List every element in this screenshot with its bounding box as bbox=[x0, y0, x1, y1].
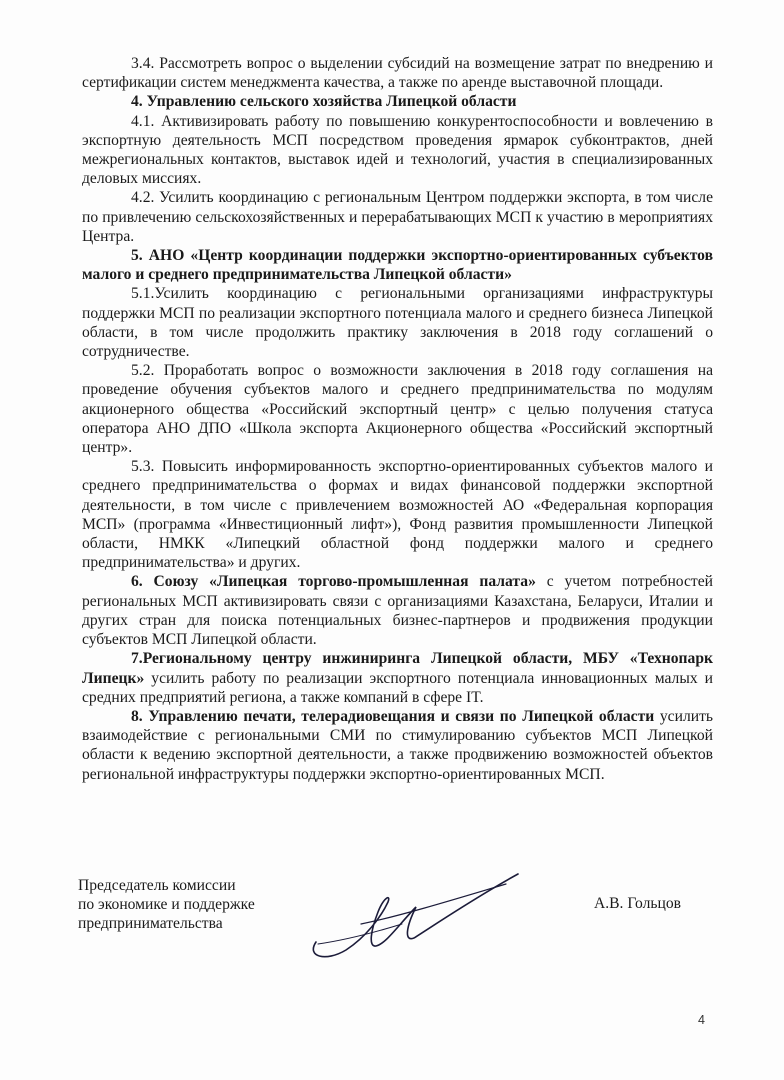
paragraph-4-1: 4.1. Активизировать работу по повышению конкурентоспособности и вовлечению в экспортную деятельность МСП посредством проведения ярмарок субконтрактов, дней межрегиональных контактов, выставок идей и технологий, участия в специализированных деловых миссиях. bbox=[82, 112, 713, 188]
paragraph-5-1: 5.1.Усилить координацию с региональными организациями инфраструктуры поддержки МСП по реализации экспортного потенциала малого и среднего бизнеса Липецкой области, в том числе продолжить практику заключения в 2018 году соглашений о сотрудничестве. bbox=[82, 285, 713, 361]
paragraph-5-3: 5.3. Повысить информированность экспортно-ориентированных субъектов малого и среднего предпринимательства о формах и видах финансовой поддержки экспортной деятельности, в том числе с привлечением возможностей АО «Федеральная корпорация МСП» (программа «Инвестиционный лифт»), Фонд развития промышленности Липецкой области, НМКК «Липецкий областной фонд поддержки малого и среднего предпринимательства» и других. bbox=[82, 458, 713, 572]
signatory-line-1: Председатель комиссии bbox=[78, 877, 236, 894]
signatory-line-2: по экономике и поддержке bbox=[78, 896, 255, 913]
document-body bbox=[82, 54, 713, 784]
paragraph-5-2: 5.2. Проработать вопрос о возможности заключения в 2018 году соглашения на проведение обучения субъектов малого и среднего предпринимательства по модулям акционерного общества «Российский экспортный центр» с целью получения статуса оператора АНО ДПО «Школа экспорта Акционерного общества «Российский экспортный центр». bbox=[82, 362, 713, 457]
page-number: 4 bbox=[698, 1013, 705, 1027]
section-7-paragraph: 7.Региональному центру инжиниринга Липецкой области, МБУ «Технопарк Липецк» усилить работу по реализации экспортного потенциала инновационных малых и средних предприятий региона, а также компаний в сфере IT. bbox=[82, 650, 713, 706]
handwritten-signature bbox=[306, 862, 526, 972]
signatory-name: А.В. Гольцов bbox=[594, 895, 681, 912]
paragraph-4-2: 4.2. Усилить координацию с региональным Центром поддержки экспорта, в том числе по привлечению сельскохозяйственных и перерабатывающих МСП к участию в мероприятиях Центра. bbox=[82, 189, 713, 245]
paragraph-3-4: 3.4. Рассмотреть вопрос о выделении субсидий на возмещение затрат по внедрению и сертификации систем менеджмента качества, а также по аренде выставочной площади. bbox=[82, 55, 713, 92]
section-6-paragraph: 6. Союзу «Липецкая торгово-промышленная палата» с учетом потребностей региональных МСП активизировать связи с организациями Казахстана, Беларуси, Италии и других стран для поиска потенциальных бизнес-партнеров и продвижения продукции субъектов МСП Липецкой области. bbox=[82, 573, 713, 649]
section-8-paragraph: 8. Управлению печати, телерадиовещания и связи по Липецкой области усилить взаимодействие с региональными СМИ по стимулированию субъектов МСП Липецкой области к ведению экспортной деятельности, а также продвижению возможностей объектов региональной инфраструктуры поддержки экспортно-ориентированных МСП. bbox=[82, 707, 714, 783]
signatory-title bbox=[78, 876, 255, 933]
signatory-line-3: предпринимательства bbox=[78, 915, 223, 932]
section-4-heading: 4. Управлению сельского хозяйства Липецкой области bbox=[131, 93, 517, 111]
section-5-heading: 5. АНО «Центр координации поддержки экспортно-ориентированных субъектов малого и среднего предпринимательства Липецкой области» bbox=[82, 247, 713, 284]
